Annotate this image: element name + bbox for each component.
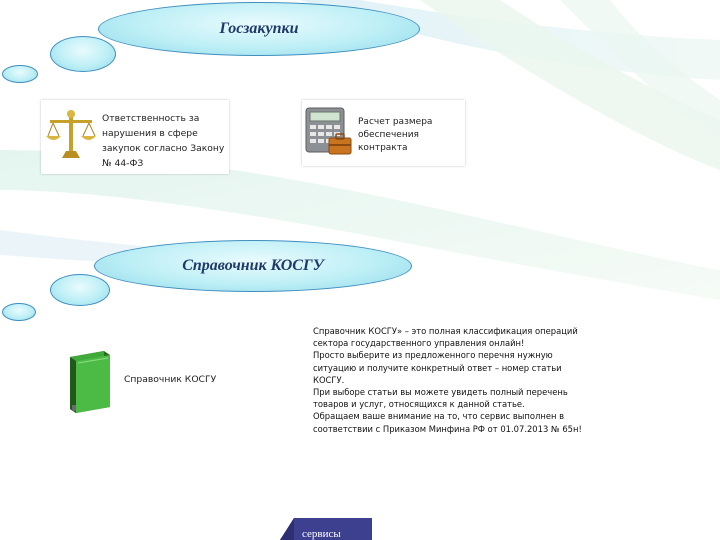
description-paragraph: При выборе статьи вы можете увидеть полный перечень товаров и услуг, относящихся к данной статье. [313, 387, 568, 410]
thought-bubble-medium [50, 36, 116, 72]
thought-bubble-small [2, 65, 38, 83]
description-paragraph: Справочник КОСГУ» – это полная классификация операций сектора государственного управления онлайн! [313, 326, 578, 349]
nav-label: сервисы [302, 528, 341, 540]
green-book-icon [64, 349, 114, 413]
thought-bubble-medium [50, 274, 110, 306]
thought-bubble-small [2, 303, 36, 321]
section-title-goszakupki: Госзакупки [219, 20, 299, 37]
kosgu-description [313, 325, 583, 435]
description-paragraph: Обращаем ваше внимание на то, что сервис выполнен в соответствии с Приказом Минфина РФ от 01.07.2013 № 65н! [313, 411, 582, 434]
card-contract-security[interactable] [302, 100, 465, 166]
card-label: Расчет размера обеспечения контракта [358, 117, 433, 153]
card-label: Ответственность за нарушения в сфере закупок согласно Закону № 44-ФЗ [102, 113, 225, 169]
card-44fz-liability[interactable] [41, 100, 229, 174]
scales-icon [46, 108, 96, 160]
calculator-icon [305, 107, 353, 157]
section-title-kosgu: Справочник КОСГУ [182, 257, 324, 274]
description-paragraph: Просто выберите из предложенного перечня нужную ситуацию и получите конкретный ответ – номер статьи КОСГУ. [313, 350, 562, 385]
card-kosgu-reference[interactable] [62, 346, 226, 418]
card-label: Справочник КОСГУ [124, 374, 217, 385]
back-to-services-button[interactable] [280, 518, 372, 540]
